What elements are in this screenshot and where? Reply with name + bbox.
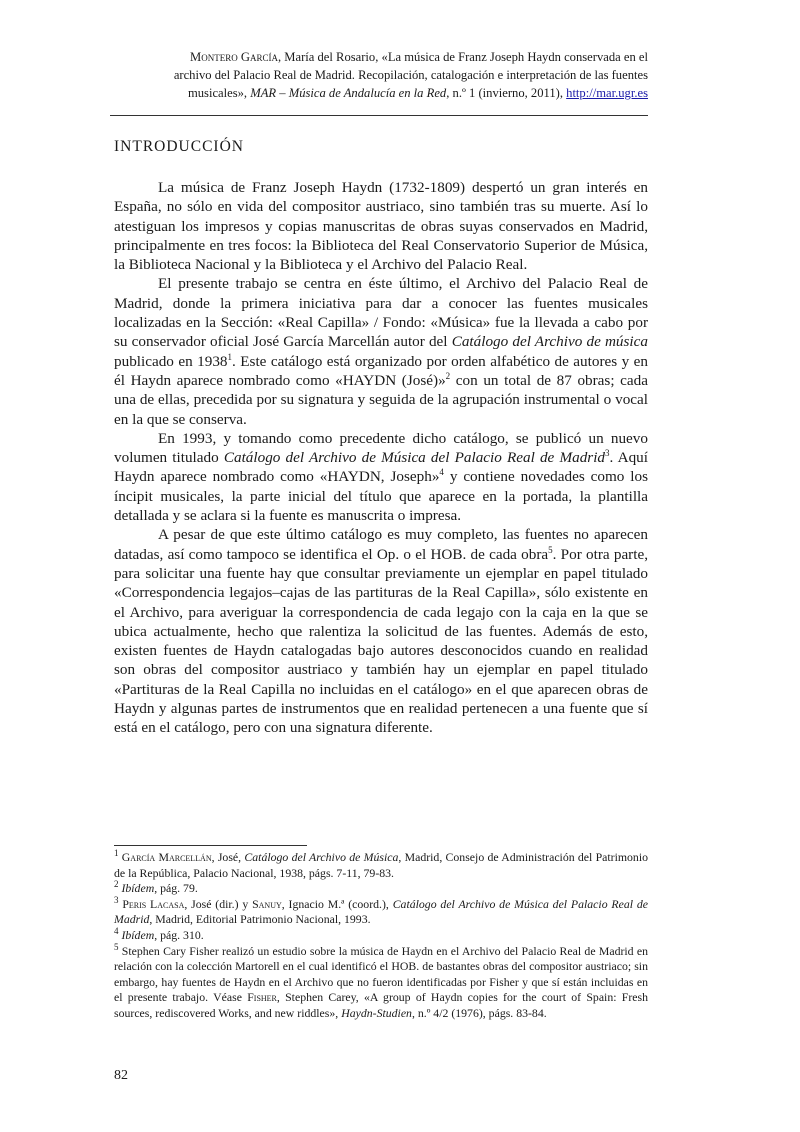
footnote-5-text-c: , n.º 4/2 (1976), págs. 83-84. [411,1005,547,1020]
header-line3-end: , n.º 1 (invierno, 2011), [446,86,563,100]
footnote-3-text-a: , José (dir.) y [184,896,249,911]
footnote-2 [114,881,648,897]
p2-catalog-title: Catálogo del Archivo de música [451,333,648,351]
footnote-3 [114,894,648,928]
p3-text-b: . Aquí Haydn aparece nombrado como «HAYDN, Joseph» [114,449,648,486]
footnote-3-text-b: , Ignacio M.ª (coord.), [281,896,389,911]
p2-text-a: El presente trabajo se centra en éste último, el Archivo del Palacio Real de Madrid, donde la primera iniciativa para dar a conocer las fuentes musicales localizadas en la Sección: «Real Capilla» / Fondo: «Música» fue la llevada a cabo por su conservador oficial José García Marcellán autor del [114,275,648,351]
footnote-4 [114,928,648,944]
p3-catalog-title: Catálogo del Archivo de Música del Palacio Real de Madrid [223,449,606,467]
footnote-ref-1[interactable]: 1 [227,351,233,362]
footnote-ref-5[interactable]: 5 [548,544,553,555]
header-url-link[interactable]: http://mar.ugr.es [566,86,648,100]
running-header [110,48,648,102]
header-line2: archivo del Palacio Real de Madrid. Recopilación, catalogación e interpretación de las fuentes [173,68,648,82]
footnote-2-ibid: Ibídem [121,881,155,896]
paragraph-4 [114,525,648,737]
footnote-ref-4[interactable]: 4 [439,467,444,478]
footnote-1-number: 1 [114,848,119,859]
footnote-3-author-1: Peris Lacasa [122,896,185,911]
footnote-2-number: 2 [114,879,119,890]
p3-text-a: En 1993, y tomando como precedente dicho catálogo, se publicó un nuevo volumen titulado [114,429,648,467]
p2-text-b: publicado en 1938 [114,352,228,370]
header-journal-title: MAR – Música de Andalucía en la Red [250,86,447,100]
footnote-ref-3[interactable]: 3 [605,448,610,459]
footnotes [114,850,648,1022]
footnote-4-text: , pág. 310. [154,927,204,942]
header-rule [110,115,648,116]
section-title: INTRODUCCIÓN [114,138,244,155]
footnote-1-title: Catálogo del Archivo de Música [244,850,399,864]
footnote-2-text: , pág. 79. [154,881,198,896]
p3-text-c: y contiene novedades como los íncipit musicales, la parte inicial del título que aparece en la portada, la plantilla detallada y se aclara si la fuente es manuscrita o impresa. [114,468,649,525]
footnote-3-number: 3 [114,894,119,905]
footnote-rule [114,845,307,846]
footnote-3-title: Catálogo del Archivo de Música del Palacio Real de Madrid [114,896,648,927]
paragraph-1: La música de Franz Joseph Haydn (1732-1809) despertó un gran interés en España, no sólo en vida del compositor austriaco, sino también tras su muerte. Así lo atestiguan los impresos y copias manuscritas de obras suyas conservados en Madrid, principalmente en tres focos: la Biblioteca del Real Conservatorio Superior de Música, la Biblioteca Nacional y la Biblioteca y el Archivo del Palacio Real. [114,179,648,274]
footnote-5-journal: Haydn-Studien [341,1005,412,1020]
paragraph-3 [114,429,648,525]
footnote-3-text-c: , Madrid, Editorial Patrimonio Nacional, 1993. [149,912,371,927]
footnote-1-text-b: , Madrid, Consejo de Administración del Patrimonio de la República, Palacio Nacional, 1938, págs. 7-11, 79-83. [114,850,649,880]
page-number: 82 [114,1068,128,1083]
footnote-4-number: 4 [114,926,119,937]
footnote-4-ibid: Ibídem [121,927,155,942]
header-author: Montero García [190,50,278,64]
paragraph-2 [114,274,648,428]
footnote-5-text-b: , Stephen Carey, «A group of Haydn copies for the court of Spain: Fresh sources, rediscovered Works, and new riddles», [114,990,648,1020]
footnote-5-author: Fisher [247,990,277,1005]
body-text [114,178,648,738]
footnote-1-text-a: , José, [211,850,242,864]
p4-text-b: . Por otra parte, para solicitar una fuente hay que consultar previamente un ejemplar en papel titulado «Correspondencia legajos–cajas de las partituras de la Real Capilla», sólo existente en el Archivo, para averiguar la correspondencia de cada legajo con la caja en la que se ubica actualmente, hecho que ralentiza la solicitud de las fuentes. Además de esto, existen fuentes de Haydn catalogadas bajo autores desconocidos cuando en realidad son obras del compositor austriaco y también hay un ejemplar en papel titulado «Partituras de la Real Capilla no incluidas en el catálogo» en el que aparecen obras de Haydn y algunas partes de instrumentos que en realidad pertenecen a una fuente que sí está en el catálogo, pero con una signatura diferente. [114,545,648,737]
header-line3-start: musicales», [187,86,248,100]
footnote-1 [114,850,648,881]
footnote-3-author-2: Sanuy [252,896,282,911]
footnote-5-number: 5 [114,941,119,952]
footnote-1-author: García Marcellán [121,850,212,864]
header-line1: , María del Rosario, «La música de Franz Joseph Haydn conservada en el [278,50,648,64]
p2-text-c: . Este catálogo está organizado por orden alfabético de autores y en él Haydn aparece nombrado como «HAYDN (José)» [114,352,648,389]
p4-text-a: A pesar de que este último catálogo es muy completo, las fuentes no aparecen datadas, así como tampoco se identifica el Op. o el HOB. de cada obra [114,526,648,563]
footnote-ref-2[interactable]: 2 [445,370,451,381]
p2-text-d: con un total de 87 obras; cada una de ellas, precedida por su signatura y seguida de la agrupación instrumental o vocal en la que se conserva. [114,371,648,428]
footnote-5 [114,941,648,1022]
footnote-5-text-a: Stephen Cary Fisher realizó un estudio sobre la música de Haydn en el Archivo del Palacio Real de Madrid en relación con la colección Martorell en el cual identificó el HOB. de bastantes obras del compositor austriaco; sin embargo, hay fuentes de Haydn en el Archivo que no fueron identificadas por Fisher y que sí están incluidas en el presente trabajo. Véase [114,943,648,1005]
